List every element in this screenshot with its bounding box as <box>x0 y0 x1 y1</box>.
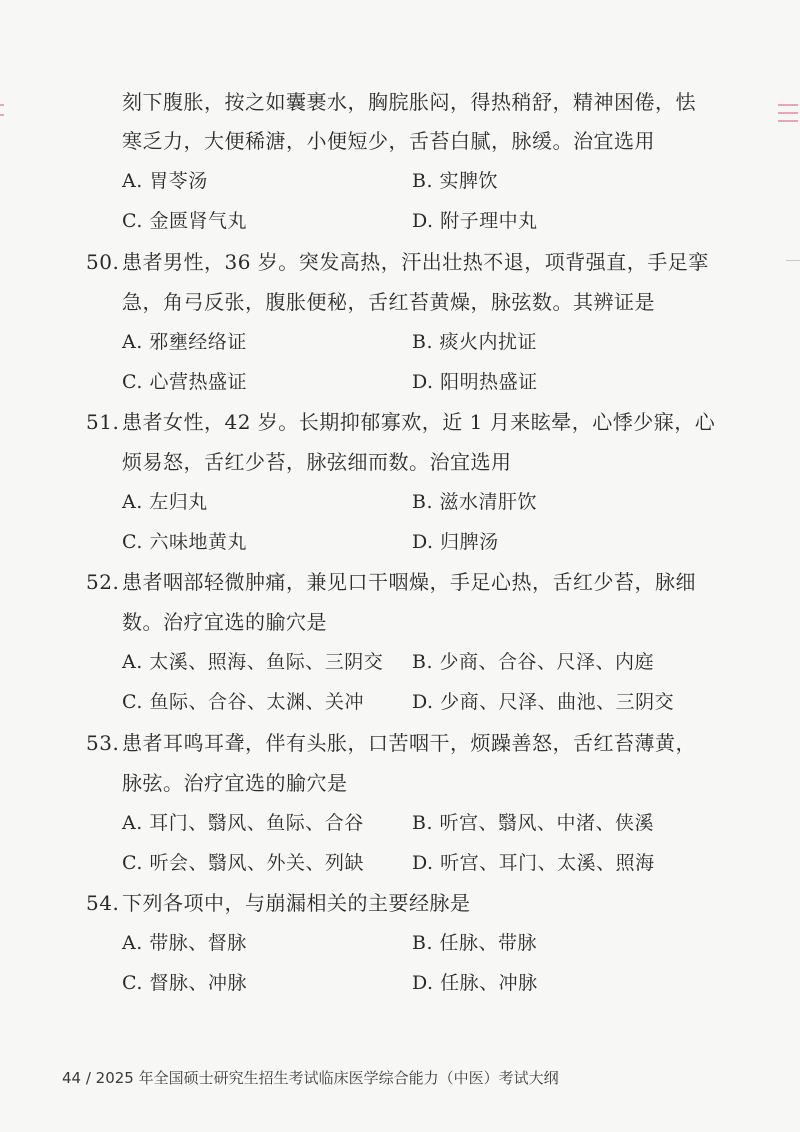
q54-option-a: A. 带脉、督脉 <box>122 932 247 954</box>
q51-number: 51. <box>86 410 120 434</box>
q50-stem-line1: 患者男性，36 岁。突发高热，汗出壮热不退，项背强直，手足挛 <box>122 250 709 274</box>
q52-option-d: D. 少商、尺泽、曲池、三阴交 <box>412 691 675 713</box>
q52-stem-line2: 数。治疗宜选的腧穴是 <box>122 610 327 634</box>
q50-option-b: B. 痰火内扰证 <box>412 331 538 353</box>
right-edge-shadow <box>786 260 800 261</box>
q51-option-c: C. 六味地黄丸 <box>122 531 247 553</box>
q52-option-c: C. 鱼际、合谷、太渊、关冲 <box>122 691 364 713</box>
q50-number: 50. <box>86 250 120 274</box>
right-edge-mark <box>778 120 798 122</box>
q51-option-b: B. 滋水清肝饮 <box>412 491 538 513</box>
q50-option-d: D. 阳明热盛证 <box>412 371 538 393</box>
q51-stem-line1: 患者女性，42 岁。长期抑郁寡欢，近 1 月来眩晕，心悸少寐，心 <box>122 410 716 434</box>
q53-number: 53. <box>86 731 120 755</box>
q53-stem-line1: 患者耳鸣耳聋，伴有头胀，口苦咽干，烦躁善怒，舌红苔薄黄， <box>122 731 696 755</box>
right-edge-mark <box>778 112 798 114</box>
q49-option-a: A. 胃苓汤 <box>122 170 208 192</box>
q54-number: 54. <box>86 891 120 915</box>
q54-option-b: B. 任脉、带脉 <box>412 932 538 954</box>
q54-option-c: C. 督脉、冲脉 <box>122 972 247 994</box>
q50-option-c: C. 心营热盛证 <box>122 371 247 393</box>
q49-stem-line1: 刻下腹胀，按之如囊裹水，胸脘胀闷，得热稍舒，精神困倦，怯 <box>122 90 696 114</box>
q50-stem-line2: 急，角弓反张，腹胀便秘，舌红苔黄燥，脉弦数。其辨证是 <box>122 290 655 314</box>
q49-option-c: C. 金匮肾气丸 <box>122 210 247 232</box>
q49-option-d: D. 附子理中丸 <box>412 210 538 232</box>
q51-option-d: D. 归脾汤 <box>412 531 499 553</box>
q53-stem-line2: 脉弦。治疗宜选的腧穴是 <box>122 771 348 795</box>
q53-option-d: D. 听宫、耳门、太溪、照海 <box>412 852 655 874</box>
q52-option-b: B. 少商、合谷、尺泽、内庭 <box>412 651 655 673</box>
q51-stem-line2: 烦易怒，舌红少苔，脉弦细而数。治宜选用 <box>122 450 512 474</box>
page-footer: 44 / 2025 年全国硕士研究生招生考试临床医学综合能力（中医）考试大纲 <box>62 1069 559 1087</box>
q53-option-b: B. 听宫、翳风、中渚、侠溪 <box>412 812 655 834</box>
left-edge-mark <box>0 104 4 106</box>
right-edge-mark <box>778 104 798 106</box>
q51-option-a: A. 左归丸 <box>122 491 208 513</box>
q53-option-a: A. 耳门、翳风、鱼际、合谷 <box>122 812 364 834</box>
left-edge-mark <box>0 114 4 116</box>
q52-number: 52. <box>86 570 120 594</box>
q53-option-c: C. 听会、翳风、外关、列缺 <box>122 852 364 874</box>
q49-option-b: B. 实脾饮 <box>412 170 499 192</box>
q52-option-a: A. 太溪、照海、鱼际、三阴交 <box>122 651 384 673</box>
q49-stem-line2: 寒乏力，大便稀溏，小便短少，舌苔白腻，脉缓。治宜选用 <box>122 129 655 153</box>
q54-option-d: D. 任脉、冲脉 <box>412 972 538 994</box>
q54-stem-line1: 下列各项中，与崩漏相关的主要经脉是 <box>122 891 471 915</box>
q50-option-a: A. 邪壅经络证 <box>122 331 247 353</box>
q52-stem-line1: 患者咽部轻微肿痛，兼见口干咽燥，手足心热，舌红少苔，脉细 <box>122 570 696 594</box>
